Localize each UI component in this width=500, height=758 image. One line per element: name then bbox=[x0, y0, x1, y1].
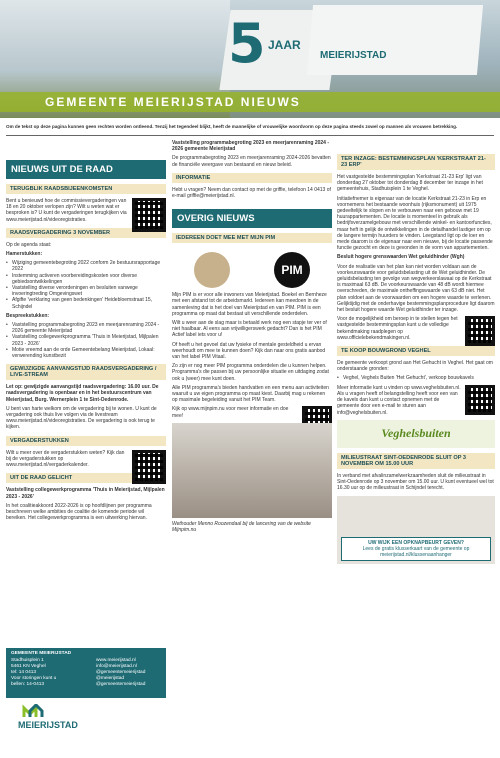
list-item: • Wijziging gemeentebegroting 2022 conform 2e bestuursrapportage 2022 bbox=[6, 260, 166, 272]
ad-subtext: Lees de gratis klusserkaart van de gemeente op meierijstad.nl/klussenaanhanger bbox=[362, 546, 470, 559]
bouwgrond-text: De gemeente verkoopt grond aan Het Gehucht in Veghel. Het gaat om onderstaande gronden: bbox=[337, 360, 493, 373]
list-item: • Afgifte 'verklaring van geen bedenkingen' Heidebloemstraat 15, Schijndel bbox=[6, 297, 166, 309]
heading-pim: IEDEREEN DOET MEE MET MIJN PIM bbox=[172, 233, 332, 243]
ad-headline: UW WIJK EEN OPKNAPBEURT GEVEN? bbox=[368, 540, 464, 547]
contact-website[interactable]: www.meierijstad.nl bbox=[96, 658, 136, 663]
bespreek-list bbox=[6, 322, 166, 359]
brand-name: MEIERIJSTAD bbox=[18, 720, 78, 730]
pim-logo: PIM bbox=[274, 252, 310, 288]
photo-caption: Wethouder Menno Roozendaal bij de lancering van de website Mijnpim.nu bbox=[172, 520, 311, 534]
contact-phone: tel: 14 0413 bbox=[11, 670, 37, 675]
veghels-buiten-logo: Veghelsbuiten bbox=[337, 420, 495, 448]
pim-paragraph: Alle PIM programma's bieden handvatten en een menu aan activiteiten waaruit u uw eigen programma op maat kiest. Daarbij mag u rekenen op maximale begeleiding vanuit het PIM Team. bbox=[172, 384, 329, 404]
begroting-text: De programmabegroting 2023 en meerjarenraming 2024-2026 bevatten de financiële weergave van bestaand en nieuw beleid. bbox=[172, 155, 331, 168]
list-item: • Vaststelling collegewerkprogramma 'Thuis in Meierijstad, Mijlpalen 2023 - 2026' bbox=[6, 334, 166, 346]
heading-milieustraat: MILIEUSTRAAT SINT-OEDENRODE SLUIT OP 3 NOVEMBER OM 15.00 UUR bbox=[337, 453, 495, 469]
page-title: GEMEENTE MEIERIJSTAD NIEUWS bbox=[45, 95, 301, 109]
agenda-intro: Op de agenda staat: bbox=[6, 241, 52, 248]
pim-paragraph: Mijn PIM is er voor alle inwoners van Meierijstad. Boekel en Bernheze met een afstand tot de arbeidsmarkt. Iedereen kan meedoen in de samenleving dat is het doel van Meierijstad en van PIM. PIM is een programma op maat dat bestaat uit verschillende onderdelen. bbox=[172, 292, 327, 317]
pim-paragraph: Of heeft u het gevoel dat uw fysieke of mentale gesteldheid u ervan weerhoudt om mee te kunnen doen? Kijk dan naar ons gratis aanbod van het label PIM Vitaal. bbox=[172, 341, 326, 361]
facebook-handle[interactable]: @gemeentemeierijstad bbox=[96, 670, 146, 675]
contact-storing: Voor storingen kunt u bbox=[11, 676, 57, 681]
heading-aanvangstijd: GEWIJZIGDE AANVANGSTIJD RAADSVERGADERING / LIVE-STREAM bbox=[6, 364, 166, 380]
title-bar bbox=[0, 92, 500, 112]
contact-title: GEMEENTE MEIERIJSTAD bbox=[11, 651, 72, 656]
milieustraat-text: In verband met afvalinzamelwerkzaamheden sluit de milieustraat in Sint-Oedenrode op 3 november om 15.00 uur. U kunt eventueel wel tot 16.30 uur op de milieustraat in Schijndel terecht. bbox=[337, 472, 494, 492]
geluidhinder-title: Besluit hogere grenswaarden Wet geluidhinder (Wgh) bbox=[337, 254, 465, 261]
hamer-list bbox=[6, 260, 166, 310]
text-terugblik: Bent u benieuwd hoe de commissievergaderingen van 18 en 20 oktober verlopen zijn? Wilt u weten wat er besproken is? U kunt de vergaderingen terugkijken via www.meierijstad.nl/videoregistraties. bbox=[6, 198, 127, 223]
section-title-overig: OVERIG NIEUWS bbox=[172, 209, 332, 228]
pim-photo bbox=[172, 423, 332, 518]
pim-paragraph: Zo zijn er nog meer PIM programma onderdelen die u kunnen helpen. Programma's die passen bij uw persoonlijke situatie en uitdaging zodat ook u (weer) mee kunt doen. bbox=[172, 363, 329, 382]
flag-text: MEIERIJSTAD bbox=[320, 50, 387, 61]
beroep-text: Voor de mogelijkheid om beroep in te stellen tegen het vastgestelde bestemmingsplan kunt u de volledige bekendmaking raadplegen op www.officielebekendmakingen.nl. bbox=[337, 316, 458, 341]
begroting-title: Vaststelling programmabegroting 2023 en meerjarenraming 2024 - 2026 gemeente Meierijstad bbox=[172, 140, 330, 153]
bouwgrond-info: Meer informatie kunt u vinden op www.veghelsbuiten.nl. Als u vragen heeft of belangstelling heeft voor een van de kavels dan kunt u contact opnemen met de gemeente door een e-mail te sturen aan info@veghelsbuiten.nl. bbox=[337, 384, 461, 416]
klussen-ad[interactable] bbox=[337, 496, 495, 564]
contact-address: Stadhuisplein 1 bbox=[11, 658, 44, 663]
flag-right bbox=[307, 5, 483, 75]
anniversary-jaar: JAAR bbox=[268, 38, 301, 52]
qr-code[interactable] bbox=[465, 316, 495, 346]
heading-uit-de-raad: UIT DE RAAD GELICHT bbox=[6, 473, 166, 483]
list-item: • Motie vreemd aan de orde Gemeentebelang Meierijstad, Lokaal: verwerending kunstbezit bbox=[6, 347, 166, 359]
kerkstraat-text: Het vastgestelde bestemmingsplan 'Kerkstraat 21-23 Erp' ligt van donderdag 27 oktober tot donderdag 8 december ter inzage in het gemeentehuis, Stadhuisplein 1 te Veghel. bbox=[337, 174, 483, 193]
geluidhinder-text: Voor de realisatie van het plan kan niet worden voldaan aan de voorkeurswaarde voor geluidsbelasting uit de Wet geluidhinder. De geluidsbelasting ten gevolge van wegverkeerslawaai op de Kerkstraat is maximaal 63 dB. De voorkeurswaarde van 48 dB wordt hiermee overschreden, de maximale ontheffingswaarde van 63 dB niet. Het plan voldoet aan de voorwaarden om een hogere waarde te verlenen. Gelijktijdig met de onderhavige bestemmingsplanprocedure ligt daarom het besluit hogere waarde Wet geluidhinder ter inzage. bbox=[337, 263, 495, 314]
heading-bouwgrond: TE KOOP BOUWGROND VEGHEL bbox=[337, 346, 495, 356]
kerkstraat-text: Initiatiefnemer is eigenaar van de locatie Kerkstraat 21-23 in Erp en voornemens het bestaande woonhuis (rijksmonument) uit 1975 gedeeltelijk te slopen en te verbouwen naar een gebouw met 19 huurappartementen. De locatie is momenteel in gebruik als bedrijfsverzamelgebouw met verschillende winkel- en kantoorfuncties, maar heft in gelijk de ontwikkelingen in de detailhandel lastiger om op de langere termijn huurders te vinden. Leegstand ligt op de loer en mede daarom is de eigenaar naar een nieuwe, bij de locatie passende functie gezocht en deze is gevonden in de vorm van appartementen. bbox=[337, 195, 493, 252]
pim-logos bbox=[172, 247, 332, 292]
section-title-raad: NIEUWS UIT DE RAAD bbox=[6, 160, 166, 179]
heading-kerkstraat: TER INZAGE: BESTEMMINGSPLAN 'KERKSTRAAT 21-23 ERP' bbox=[337, 154, 495, 170]
hamer-title: Hamerstukken: bbox=[6, 251, 43, 258]
text-collegewerk: In het coalitieakkoord 2022-2026 is op hoofdlijnen per programma beschreven welke ambities de coalitie de komende periode wil bereiken. Het collegewerkprogramma is een uitwerking hiervan. bbox=[6, 502, 152, 522]
heading-raadsvergadering: RAADSVERGADERING 3 NOVEMBER bbox=[6, 228, 166, 238]
heading-terugblik: TERUGBLIK RAADSBIJEENKOMSTEN bbox=[6, 184, 166, 194]
instagram-handle[interactable]: @gemeentemeierijstad bbox=[96, 682, 146, 687]
pim-paragraph: Wilt u weer aan de slag maar is betaald werk nog een stapje ter ver of niet haalbaar. Al eens aan vrijwilligerswerk gedacht? Dan is het PIM Actief label iets voor u! bbox=[172, 320, 327, 339]
divider bbox=[6, 135, 494, 136]
list-item: • Veghel, Veghels Buiten 'Het Gehucht', verkoop bouwkavels bbox=[337, 375, 495, 381]
contact-storing-phone: bellen: 14-0413 bbox=[11, 682, 45, 687]
heading-vergaderstukken: VERGADERSTUKKEN bbox=[6, 436, 166, 446]
pim-face-icon bbox=[194, 252, 230, 288]
disclaimer: Om de tekst op deze pagina kunnen geen rechten worden ontleend. Tenzij het tegendeel blijkt, heeft de mannelijke of vrouwelijke woordvorm op deze pagina steeds zowel op mannen als vrouwen betrekking. bbox=[6, 124, 458, 129]
contact-postcode: 5461 KN Veghel bbox=[11, 664, 46, 669]
bouwgrond-list bbox=[337, 375, 495, 381]
text-aanvangstijd: Let op: gewijzigde aanvangstijd raadsvergadering: 16.00 uur. De raadsvergadering is openbaar en in het bestuurscentrum van Meierijstad, Burg. Wernerplein 1 te Sint-Oedenrode. bbox=[6, 384, 159, 403]
pim-paragraph: Kijk op www.mijnpim.nu voor meer informatie en doe mee! bbox=[172, 406, 289, 419]
column-left bbox=[6, 140, 166, 524]
list-item: • Vaststelling programmabegroting 2023 en meerjarenraming 2024 - 2026 gemeente Meierijstad bbox=[6, 322, 166, 334]
qr-code[interactable] bbox=[132, 450, 166, 484]
text-vergaderstukken: Wilt u meer over de vergaderstukken weten? Kijk dan bij de vergaderstukken op www.meierijstad.nl/vergaderkalender. bbox=[6, 449, 125, 469]
informatie-text: Hebt u vragen? Neem dan contact op met de griffie, telefoon 14 0413 of e-mail griffie@meierijstad.nl. bbox=[172, 186, 331, 200]
twitter-handle[interactable]: @meierijstad bbox=[96, 676, 125, 681]
qr-code[interactable] bbox=[132, 198, 166, 232]
anniversary-number: 5 bbox=[228, 12, 266, 75]
ad-banner bbox=[341, 537, 491, 561]
contact-email[interactable]: info@meierijstad.nl bbox=[96, 664, 137, 669]
heading-informatie: INFORMATIE bbox=[172, 173, 332, 183]
column-middle bbox=[172, 140, 332, 536]
brand-logo-icon bbox=[22, 704, 44, 718]
text-collegewerk-title: Vaststelling collegewerkprogramma 'Thuis in Meierijstad, Mijlpalen 2023 - 2026' bbox=[6, 487, 165, 500]
text-livestream: U bent van harte welkom om de vergadering bij te wonen. U kunt de vergadering ook thuis live volgen via de livestream www.meierijstad.nl/videoregistraties. De vergadering is ook terug te kijken. bbox=[6, 405, 157, 431]
list-item: • Instemming activeren voorbereidingskosten voor diverse gebiedsontwikkelingen bbox=[6, 273, 166, 285]
column-right bbox=[337, 140, 495, 564]
list-item: • Vaststelling diverse verordeningen en besluiten vanwege invoeringtreding Omgevingswet bbox=[6, 285, 166, 297]
contact-box bbox=[6, 648, 166, 698]
bespreek-title: Bespreekstukken: bbox=[6, 312, 50, 319]
header-photo bbox=[0, 0, 500, 118]
qr-code[interactable] bbox=[465, 385, 495, 415]
